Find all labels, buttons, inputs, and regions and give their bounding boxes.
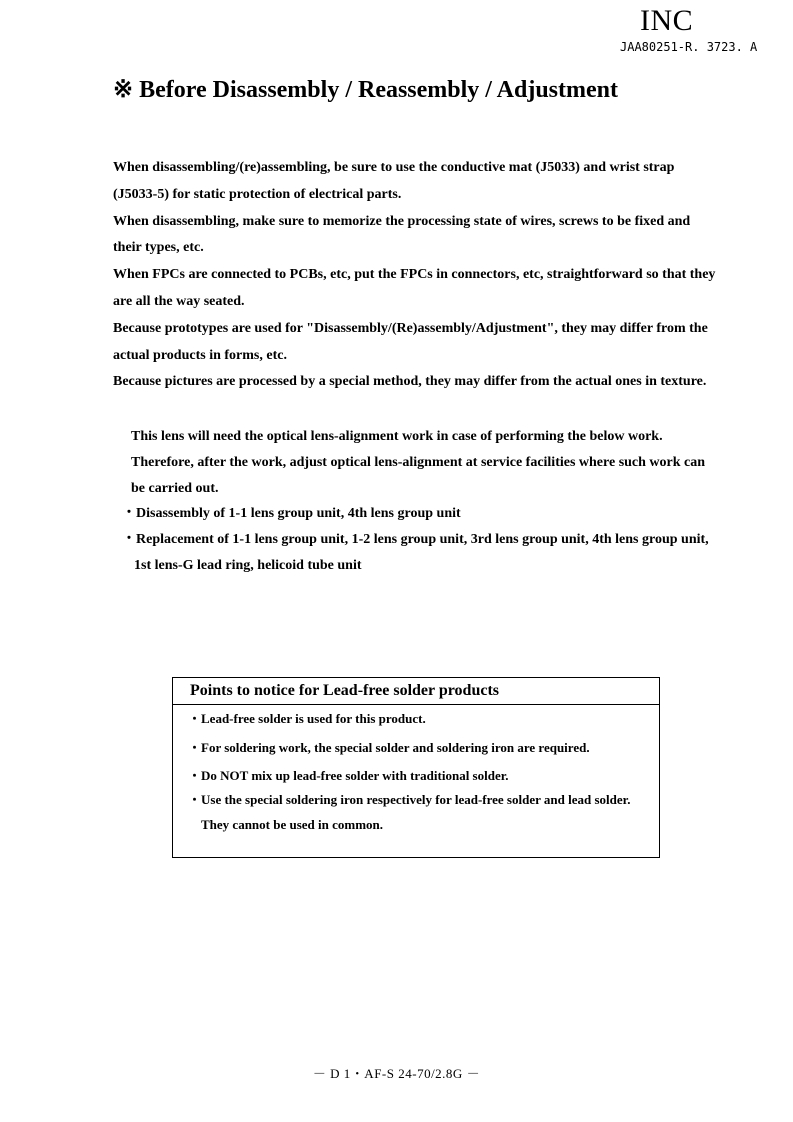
notice-item: [188, 788, 659, 813]
notice-title: Points to notice for Lead-free solder products: [173, 678, 659, 705]
lens-bullet-replacement: ・Replacement of 1-1 lens group unit, 1-2 lens group unit, 3rd lens group unit, 4th lens group unit,: [122, 532, 709, 548]
company-name: INC: [640, 4, 694, 37]
lens-note-line: This lens will need the optical lens-alignment work in case of performing the below work.: [131, 429, 663, 444]
lens-note-line: Therefore, after the work, adjust optical lens-alignment at service facilities where such work can: [131, 454, 706, 470]
intro-line: are all the way seated.: [113, 293, 245, 309]
notice-item-text: Do NOT mix up lead-free solder with traditional solder.: [201, 767, 509, 783]
bullet-dot: ・: [188, 792, 202, 808]
notice-item-text: For soldering work, the special solder and soldering iron are required.: [201, 739, 590, 755]
intro-line: their types, etc.: [113, 240, 204, 256]
page-footer: － D 1・AF-S 24-70/2.8G －: [312, 1066, 481, 1081]
lens-bullet-replacement-cont: 1st lens-G lead ring, helicoid tube unit: [134, 557, 362, 573]
intro-line: When disassembling, make sure to memorize the processing state of wires, screws to be fixed and: [113, 213, 691, 229]
notice-item-text: Use the special soldering iron respectively for lead-free solder and lead solder.: [201, 792, 631, 808]
notice-item: [188, 736, 659, 761]
bullet-dot: ・: [188, 739, 202, 755]
lens-alignment-note: [122, 424, 747, 579]
notice-list: [173, 705, 659, 838]
intro-line: Because pictures are processed by a special method, they may differ from the actual ones in texture.: [113, 374, 707, 390]
intro-line: When FPCs are connected to PCBs, etc, put the FPCs in connectors, etc, straightforward so that they: [113, 267, 716, 283]
intro-line: When disassembling/(re)assembling, be sure to use the conductive mat (J5033) and wrist strap: [113, 160, 675, 175]
intro-line: (J5033-5) for static protection of electrical parts.: [113, 186, 402, 202]
lens-note-line: be carried out.: [131, 480, 219, 496]
lens-bullet-disassembly: ・Disassembly of 1-1 lens group unit, 4th lens group unit: [122, 506, 461, 522]
page-title: ※ Before Disassembly / Reassembly / Adjustment: [113, 77, 618, 103]
intro-paragraph: [113, 155, 753, 396]
intro-line: actual products in forms, etc.: [113, 347, 287, 363]
document-code: JAA80251-R. 3723. A: [620, 40, 758, 54]
bullet-dot: ・: [188, 767, 202, 783]
intro-line: Because prototypes are used for "Disassembly/(Re)assembly/Adjustment", they may differ from the: [113, 320, 708, 336]
bullet-dot: ・: [188, 711, 202, 726]
notice-item: [188, 707, 659, 732]
notice-item-text: Lead-free solder is used for this product.: [201, 711, 426, 726]
notice-item-note: They cannot be used in common.: [201, 817, 384, 833]
lead-free-solder-notice-box: [172, 677, 660, 858]
notice-item: [188, 764, 659, 789]
